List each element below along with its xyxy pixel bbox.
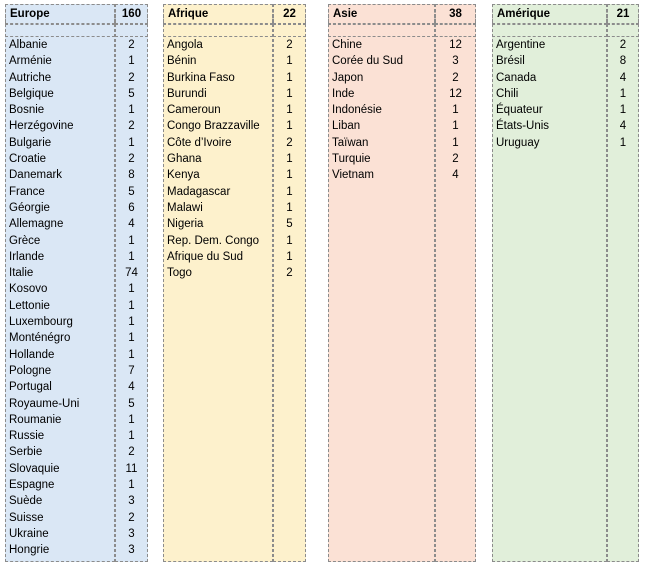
country-name: Albanie [9,39,48,51]
country-count: 3 [128,544,135,557]
country-count: 2 [128,39,135,51]
country-names-europe [5,37,115,559]
country-count: 2 [619,39,627,51]
country-count: 1 [286,153,293,166]
country-count: 1 [128,316,135,329]
region-column-asie [328,4,476,562]
country-names-asie [328,37,435,184]
country-name: Burkina Faso [167,71,235,84]
country-count: 1 [128,479,135,492]
header-spacer [115,24,148,37]
country-count: 8 [128,169,135,182]
country-count: 2 [128,153,135,166]
country-name: Suisse [9,511,44,524]
country-count: 12 [449,39,462,51]
country-count: 1 [619,104,627,117]
header-spacer [435,24,476,37]
region-column-europe [5,4,148,562]
region-header-amerique: Amérique [492,4,607,24]
country-name: Rep. Dem. Congo [167,234,260,247]
country-name: Suède [9,495,43,508]
country-counts-europe [115,37,148,559]
country-name: Hollande [9,348,55,361]
header-spacer [492,24,607,37]
country-name: Portugal [9,381,52,394]
country-name: Inde [332,87,355,100]
country-name: Royaume-Uni [9,397,80,410]
country-count: 6 [128,201,135,214]
country-count: 2 [128,446,135,459]
country-name: Vietnam [332,169,374,182]
country-count-table [5,4,639,562]
country-name: Kosovo [9,283,48,296]
country-name: Autriche [9,71,52,84]
region-column-afrique [163,4,306,562]
country-count: 2 [128,511,135,524]
country-count: 2 [286,136,293,149]
country-count: 1 [128,332,135,345]
country-count: 1 [452,136,459,149]
region-header-afrique: Afrique [163,4,273,24]
country-name: Slovaquie [9,462,60,475]
country-names-amerique [492,37,607,151]
country-count: 1 [128,283,135,296]
country-name: Madagascar [167,185,231,198]
country-name: Liban [332,120,361,133]
country-count: 1 [128,55,135,68]
country-count: 5 [286,218,293,231]
country-count: 5 [128,87,135,100]
country-count: 5 [128,397,135,410]
country-name: Pologne [9,364,52,377]
country-name: Nigeria [167,218,204,231]
country-count: 1 [128,413,135,426]
country-count: 2 [128,120,135,133]
country-name: Chine [332,39,363,51]
country-count: 1 [619,87,627,100]
country-count: 1 [619,136,627,149]
country-count: 2 [128,71,135,84]
country-name: Arménie [9,55,52,68]
country-name: Afrique du Sud [167,250,244,263]
country-count: 1 [286,250,293,263]
region-total-asie: 38 [435,4,476,24]
country-count: 2 [452,153,459,166]
country-count: 1 [286,201,293,214]
country-count: 4 [128,218,135,231]
country-name: États-Unis [496,120,550,133]
country-names-afrique [163,37,273,281]
country-count: 12 [449,87,462,100]
country-name: Burundi [167,87,207,100]
country-name: Luxembourg [9,316,73,329]
country-count: 1 [128,234,135,247]
country-name: Herzégovine [9,120,74,133]
country-name: Croatie [9,153,47,166]
country-counts-asie [435,37,476,184]
region-total-afrique: 22 [273,4,306,24]
country-counts-afrique [273,37,306,281]
country-name: Canada [496,71,537,84]
country-count: 1 [286,120,293,133]
country-name: Hongrie [9,544,50,557]
country-count: 2 [286,39,293,51]
region-total-europe: 160 [115,4,148,24]
country-name: Taïwan [332,136,369,149]
country-name: Brésil [496,55,525,68]
country-count: 1 [452,120,459,133]
region-header-europe: Europe [5,4,115,24]
country-name: Serbie [9,446,43,459]
country-name: Irlande [9,250,45,263]
country-count: 4 [452,169,459,182]
country-count: 1 [286,169,293,182]
country-count: 3 [128,527,135,540]
country-name: Monténégro [9,332,71,345]
country-name: Bénin [167,55,197,68]
country-name: Grèce [9,234,41,247]
country-count: 1 [286,104,293,117]
country-count: 5 [128,185,135,198]
country-name: Danemark [9,169,63,182]
country-count: 11 [125,462,138,475]
country-name: Italie [9,267,34,280]
country-count: 2 [286,267,293,280]
header-spacer [273,24,306,37]
country-name: Équateur [496,104,543,117]
country-name: Lettonie [9,299,50,312]
country-count: 4 [619,71,627,84]
country-name: France [9,185,45,198]
country-name: Bulgarie [9,136,52,149]
header-spacer [607,24,639,37]
country-count: 3 [128,495,135,508]
country-count: 4 [128,381,135,394]
country-name: Géorgie [9,201,50,214]
country-count: 1 [128,299,135,312]
country-count: 3 [452,55,459,68]
country-name: Indonésie [332,104,382,117]
country-name: Corée du Sud [332,55,403,68]
country-name: Uruguay [496,136,540,149]
country-count: 1 [286,234,293,247]
country-name: Russie [9,430,45,443]
country-count: 1 [286,55,293,68]
country-count: 8 [619,55,627,68]
country-name: Japon [332,71,364,84]
country-counts-amerique [607,37,639,151]
region-column-amerique [492,4,639,562]
country-count: 1 [128,250,135,263]
country-name: Ukraine [9,527,49,540]
country-count: 2 [452,71,459,84]
country-name: Belgique [9,87,54,100]
country-count: 74 [125,267,138,280]
country-name: Kenya [167,169,200,182]
country-name: Malawi [167,201,203,214]
region-total-amerique: 21 [607,4,639,24]
country-name: Togo [167,267,192,280]
country-count: 7 [128,364,135,377]
header-spacer [163,24,273,37]
country-name: Roumanie [9,413,62,426]
country-count: 1 [128,430,135,443]
country-count: 1 [452,104,459,117]
country-name: Côte d’Ivoire [167,136,232,149]
country-count: 1 [286,87,293,100]
country-name: Angola [167,39,203,51]
country-name: Argentine [496,39,546,51]
country-count: 1 [128,136,135,149]
country-name: Allemagne [9,218,64,231]
country-name: Bosnie [9,104,45,117]
header-spacer [328,24,435,37]
country-name: Espagne [9,479,55,492]
country-name: Ghana [167,153,202,166]
country-count: 4 [619,120,627,133]
country-count: 1 [286,185,293,198]
country-name: Cameroun [167,104,221,117]
country-name: Turquie [332,153,371,166]
header-spacer [5,24,115,37]
country-count: 1 [286,71,293,84]
country-count: 1 [128,104,135,117]
region-header-asie: Asie [328,4,435,24]
country-name: Chili [496,87,519,100]
country-name: Congo Brazzaville [167,120,260,133]
country-count: 1 [128,348,135,361]
